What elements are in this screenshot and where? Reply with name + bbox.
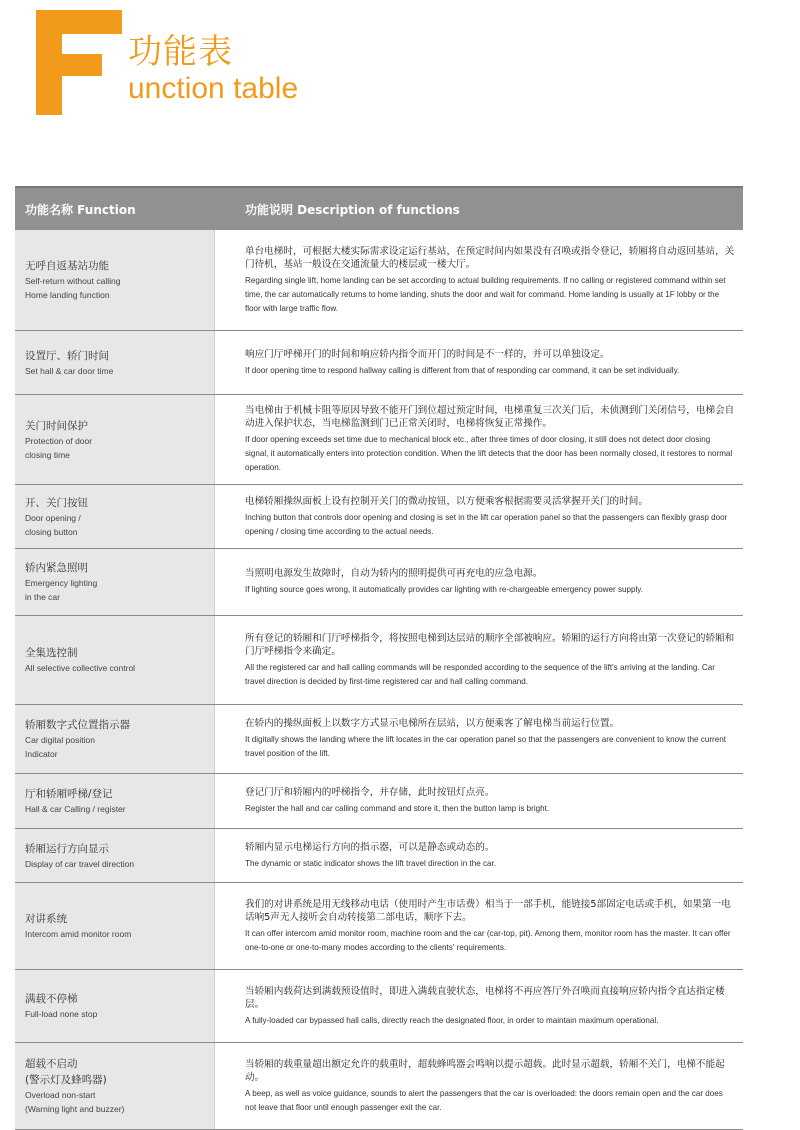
description-cell	[215, 616, 743, 704]
function-name-cn: 满载不停梯	[25, 993, 78, 1005]
function-name-en: closing time	[25, 449, 70, 460]
function-name-cell	[15, 230, 215, 330]
description-cell	[215, 331, 743, 394]
function-name-en: Hall & car Calling / register	[25, 804, 126, 814]
table-row	[15, 549, 743, 616]
description-cn: 电梯轿厢操纵面板上设有控制开关门的微动按钮，以方便乘客根据需要灵活掌握开关门的时间。	[245, 495, 648, 507]
function-name-en: closing button	[25, 526, 78, 537]
function-name-cn: 全集选控制	[25, 647, 78, 659]
function-name-cell	[15, 970, 215, 1042]
table-row	[15, 616, 743, 705]
brand-header	[36, 10, 336, 130]
description-cn: 所有登记的轿厢和门厅呼梯指令，将按照电梯到达层站的顺序全部被响应。轿厢的运行方向将由第一次登记的轿厢和门厅呼梯指令来确定。	[245, 632, 735, 657]
description-cn: 登记门厅和轿厢内的呼梯指令，并存储，此时按钮灯点亮。	[245, 787, 495, 798]
function-name-cell	[15, 829, 215, 882]
function-name-cell	[15, 705, 215, 773]
description-cell	[215, 829, 743, 882]
page-title-cn: 功能表	[128, 32, 233, 72]
function-name-cn: 开、关门按钮	[25, 496, 88, 509]
description-cn: 我们的对讲系统是用无线移动电话（使用时产生市话费）相当于一部手机，能链接5部固定电话或手机，如果第一电话响5声无人接听会自动转接第二部电话，顺序下去。	[245, 898, 731, 923]
description-en: Inching button that controls door opening and closing is set in the lift car operation panel so that the passengers can flexibly grasp door opening / closing time according to the actual needs.	[245, 512, 728, 536]
table-body	[15, 230, 743, 1130]
function-name-en: Indicator	[25, 749, 58, 759]
description-en: If lighting source goes wrong, it automatically provides car lighting with re-chargeable emergency power supply.	[245, 585, 643, 594]
table-row	[15, 883, 743, 970]
description-cn: 当轿厢内载荷达到满载预设值时，即进入满载直驶状态，电梯将不再应答厅外召唤而直接响应轿内指令直达指定楼层。	[245, 985, 725, 1010]
function-name-en: in the car	[25, 592, 60, 602]
description-en: It can offer intercom amid monitor room, machine room and the car (car-top, pit). Among them, monitor room has the master. It can offer one-to-one or one-to-many modes according to the clients' requirements.	[245, 928, 731, 952]
table-row	[15, 829, 743, 883]
table-row	[15, 970, 743, 1043]
description-cell	[215, 705, 743, 773]
function-table	[15, 186, 743, 1130]
function-name-en: Car digital position	[25, 735, 95, 745]
function-name-cell	[15, 395, 215, 484]
table-row	[15, 395, 743, 485]
function-name-cell	[15, 549, 215, 615]
function-name-cn: 无呼自返基站功能	[25, 260, 109, 272]
description-cn: 当照明电源发生故障时，自动为轿内的照明提供可再充电的应急电源。	[245, 568, 543, 579]
description-cn: 轿厢内显示电梯运行方向的指示器，可以是静态或动态的。	[245, 841, 495, 853]
function-name-cell	[15, 331, 215, 394]
function-name-cn: 轿内紧急照明	[25, 562, 88, 574]
column-header-description: 功能说明 Description of functions	[245, 202, 460, 217]
function-name-cn: (警示灯及蜂鸣器)	[25, 1074, 107, 1086]
function-name-en: Self-return without calling	[25, 276, 121, 286]
function-name-cn: 超载不启动	[25, 1058, 78, 1070]
table-header	[15, 186, 743, 230]
table-row	[15, 230, 743, 331]
function-name-cell	[15, 883, 215, 969]
function-name-en: All selective collective control	[25, 663, 136, 673]
description-cn: 当轿厢的载重量超出额定允许的载重时，超载蜂鸣器会鸣响以提示超载。此时显示超载，轿厢不关门，电梯不能起动。	[245, 1058, 725, 1083]
brand-letter-f-logo	[36, 10, 126, 115]
function-name-cell	[15, 774, 215, 828]
table-row	[15, 705, 743, 774]
description-en: A fully-loaded car bypassed hall calls, directly reach the designated floor, in order to maintain maximum operational.	[245, 1015, 659, 1025]
function-name-en: Full-load none stop	[25, 1009, 98, 1019]
column-header-function: 功能名称 Function	[25, 202, 136, 217]
table-row	[15, 774, 743, 829]
function-name-en: Protection of door	[25, 435, 93, 446]
function-name-en: Door opening /	[25, 512, 81, 523]
function-name-cn: 关门时间保护	[25, 419, 88, 432]
function-name-en: Intercom amid monitor room	[25, 929, 132, 939]
function-name-cn: 轿厢运行方向显示	[25, 842, 109, 855]
function-name-en: (Warning light and buzzer)	[25, 1104, 125, 1114]
function-name-en: Overload non-start	[25, 1090, 96, 1100]
description-en: All the registered car and hall calling commands will be responded according to the sequence of the lift's arriving at the landing. Car travel direction is decided by first-time registered car and hall calling command.	[245, 662, 715, 686]
description-cell	[215, 970, 743, 1042]
function-name-cn: 对讲系统	[25, 913, 67, 925]
description-cell	[215, 485, 743, 548]
description-en: If door opening time to respond hallway calling is different from that of responding car command, it can be set individually.	[245, 365, 680, 375]
function-name-en: Emergency lighting	[25, 578, 98, 588]
description-en: Register the hall and car calling command and store it, then the button lamp is bright.	[245, 804, 550, 813]
function-name-en: Display of car travel direction	[25, 858, 135, 869]
description-cn: 单台电梯时，可根据大楼实际需求设定运行基站，在预定时间内如果没有召唤或指令登记，轿厢将自动返回基站，关门待机，基站一般设在交通流量大的楼层或一楼大厅。	[245, 245, 735, 270]
description-cell	[215, 774, 743, 828]
description-cn: 响应门厅呼梯开门的时间和响应轿内指令而开门的时间是不一样的，并可以单独设定。	[245, 348, 610, 360]
function-name-cn: 轿厢数字式位置指示器	[25, 719, 130, 731]
function-name-en: Home landing function	[25, 290, 110, 300]
function-name-cell	[15, 485, 215, 548]
function-name-cn: 设置厅、轿门时间	[25, 349, 109, 362]
description-cn: 当电梯由于机械卡阻等原因导致不能开门到位超过预定时间，电梯重复三次关门后，未侦测到门关闭信号，电梯会自动进入保护状态，当电梯监测到门已正常关闭时，电梯将恢复正常操作。	[245, 405, 735, 429]
function-name-en: Set hall & car door time	[25, 365, 114, 376]
description-en: Regarding single lift, home landing can be set according to actual building requirements. If no calling or registered command within set time, the car automatically returns to home landing, shuts the door and wait for command. Home landing is usually at 1F lobby or the floor with large traffic flow.	[245, 275, 726, 313]
table-row	[15, 331, 743, 395]
description-en: The dynamic or static indicator shows the lift travel direction in the car.	[245, 858, 497, 868]
description-cell	[215, 395, 743, 484]
description-cell	[215, 883, 743, 969]
description-cell	[215, 1043, 743, 1129]
description-cell	[215, 230, 743, 330]
description-en: It digitally shows the landing where the lift locates in the car operation panel so that the passengers are convenient to know the current travel position of the lift.	[245, 735, 726, 758]
table-row	[15, 485, 743, 549]
function-name-cell	[15, 616, 215, 704]
description-cn: 在轿内的操纵面板上以数字方式显示电梯所在层站，以方便乘客了解电梯当前运行位置。	[245, 718, 620, 729]
description-en: If door opening exceeds set time due to mechanical block etc., after three times of door closing, it still does not detect door closing signal, it automatically enters into protection condition. When the lift detects that the door has been normally closed, it restores to normal operation.	[245, 435, 733, 472]
function-name-cn: 厅和轿厢呼梯/登记	[25, 788, 113, 800]
page-title-en: unction table	[128, 72, 299, 105]
function-name-cell	[15, 1043, 215, 1129]
table-row	[15, 1043, 743, 1130]
description-cell	[215, 549, 743, 615]
description-en: A beep, as well as voice guidance, sounds to alert the passengers that the car is overloaded: the doors remain open and the car does not leave that floor until enough passenger exit the car.	[245, 1088, 723, 1112]
